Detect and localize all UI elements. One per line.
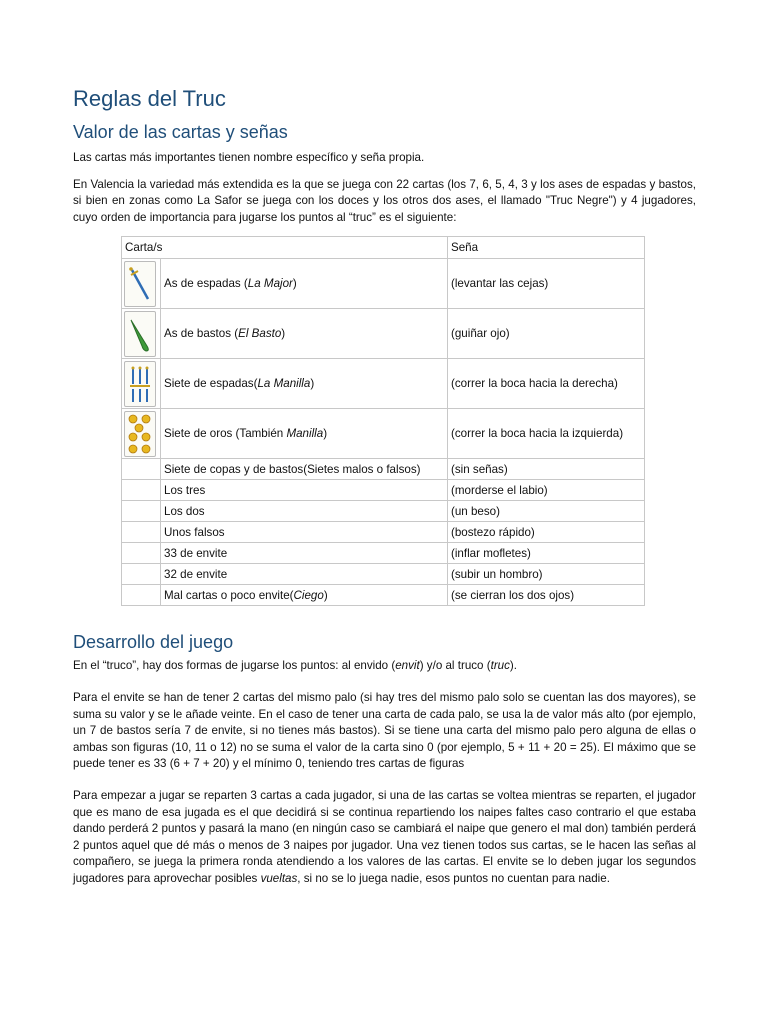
table-row: Siete de copas y de bastos(Sietes malos o falsos) (sin señas) xyxy=(122,459,645,480)
table-row: Siete de espadas(La Manilla) (correr la boca hacia la derecha) xyxy=(122,359,645,409)
table-row: Unos falsos (bostezo rápido) xyxy=(122,522,645,543)
table-header-row xyxy=(122,237,645,259)
as-de-espadas-card-icon xyxy=(124,261,156,307)
intro-paragraph-2: En Valencia la variedad más extendida es la que se juega con 22 cartas (los 7, 6, 5, 4, 3 y los ases de espadas y bastos, si bien en zonas como La Safor se juega con los doces y los otros dos ases, el llamado "Truc Negre") y 4 jugadores, cuyo orden de importancia para jugarse los puntos al “truc” es el siguiente: xyxy=(73,177,696,224)
table-row: As de espadas (La Major) (levantar las cejas) xyxy=(122,259,645,309)
table-row: As de bastos (El Basto) (guiñar ojo) xyxy=(122,309,645,359)
cards-table xyxy=(121,236,645,606)
siete-de-oros-card-icon xyxy=(124,411,156,457)
table-row: Los dos (un beso) xyxy=(122,501,645,522)
desarrollo-paragraph-1: En el “truco”, hay dos formas de jugarse los puntos: al envido (envit) y/o al truco (truc). xyxy=(73,659,518,673)
desarrollo-paragraph-2: Para el envite se han de tener 2 cartas del mismo palo (si hay tres del mismo palo solo se cuentan las dos mayores), se suma su valor y se le añade veinte. En el caso de tener una carta de cada palo, se usa la de valor más alto (por ejemplo, un 7 de bastos sería 7 de envite, si no tienes más bastos). Si se tiene una carta del mismo palo pero alguna de ellas o ambas son figuras (10, 11 o 12) no se suma el valor de la carta sino 0 (por ejemplo, 5 + 11 + 20 = 25). El máximo que se puede tener es 33 (6 + 7 + 20) y el mínimo 0, teniendo tres cartas de figuras xyxy=(73,690,696,771)
table-row: Los tres (morderse el labio) xyxy=(122,480,645,501)
as-de-bastos-card-icon xyxy=(124,311,156,357)
document-content xyxy=(73,84,696,888)
intro-paragraph-1: Las cartas más importantes tienen nombre específico y seña propia. xyxy=(73,151,425,164)
table-row: 32 de envite (subir un hombro) xyxy=(122,564,645,585)
table-row: Siete de oros (También Manilla) (correr la boca hacia la izquierda) xyxy=(122,409,645,459)
siete-de-espadas-card-icon xyxy=(124,361,156,407)
table-row: 33 de envite (inflar mofletes) xyxy=(122,543,645,564)
section-heading-valor: Valor de las cartas y señas xyxy=(73,122,288,142)
desarrollo-paragraph-3: Para empezar a jugar se reparten 3 cartas a cada jugador, si una de las cartas se voltea mientras se reparten, el jugador que es mano de esa jugada es el que decidirá si se continua repartiendo los naipes faltes caso contrario el que estaba dando perderá 2 puntos y pasará la mano (en ningún caso se cambiará el naipe que genero el mal don) también perderá 2 puntos aquel que dé más o menos de 3 naipes por jugador. Una vez tienen todos sus cartas, se le hacen las señas al compañero, se juega la primera ronda atendiendo a los valores de las cartas. El envite se lo deben jugar los segundos jugadores para aprovechar posibles vueltas, si no se lo juega nadie, esos puntos no cuentan para nadie. xyxy=(73,788,696,885)
header-cartas: Carta/s xyxy=(122,237,448,259)
header-sena: Seña xyxy=(448,237,645,259)
page-title: Reglas del Truc xyxy=(73,86,226,111)
section-heading-desarrollo: Desarrollo del juego xyxy=(73,632,234,653)
table-row: Mal cartas o poco envite(Ciego) (se cierran los dos ojos) xyxy=(122,585,645,606)
